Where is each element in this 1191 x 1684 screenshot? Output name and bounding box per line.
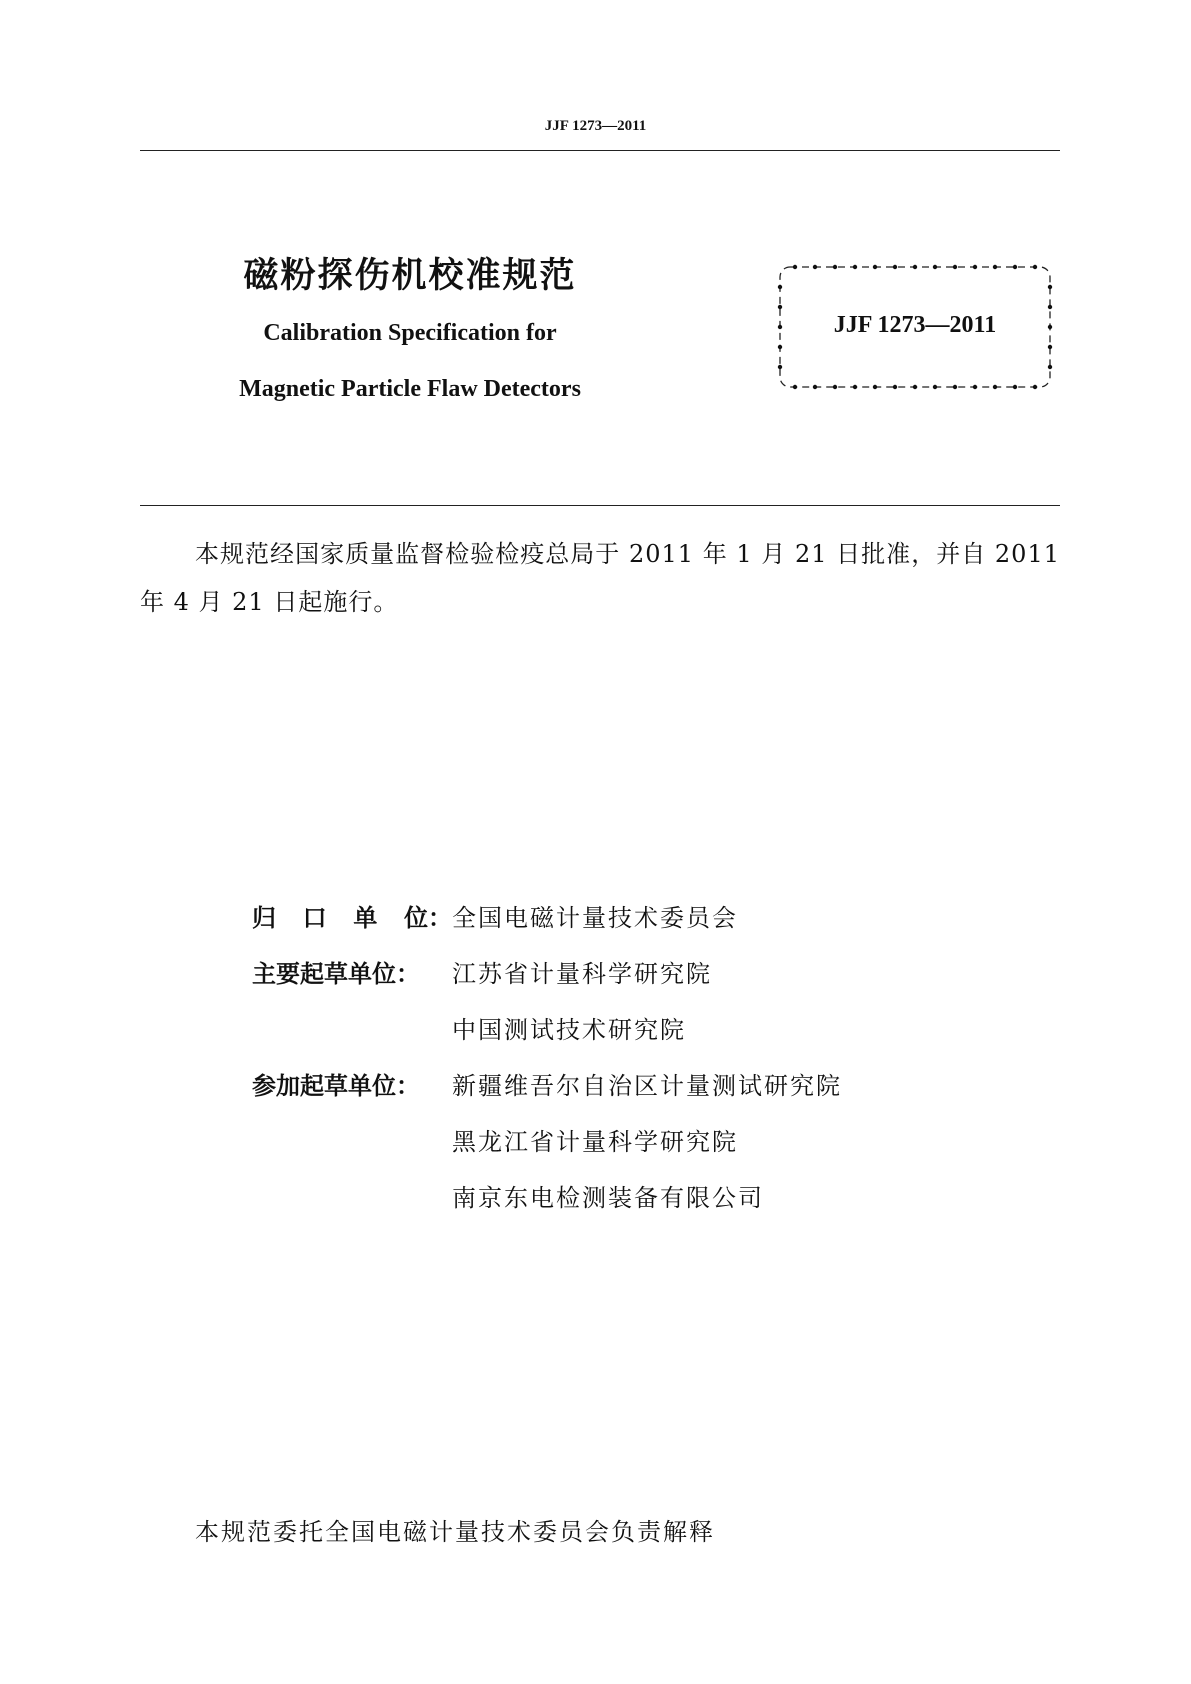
label-char: 归	[252, 904, 276, 932]
frame-dot	[953, 265, 957, 269]
frame-dot	[893, 265, 897, 269]
label-char: 口	[302, 904, 327, 932]
participating-unit-label: 参加起草单位：	[252, 1072, 420, 1100]
frame-dot	[1048, 345, 1052, 349]
responsible-unit-value: 全国电磁计量技术委员会	[452, 904, 738, 932]
standard-code-box: JJF 1273—2011	[833, 312, 997, 338]
label-char: 单	[353, 904, 378, 932]
frame-dot	[1048, 365, 1052, 369]
frame-dot	[778, 305, 782, 309]
frame-dot	[793, 385, 797, 389]
frame-dot	[933, 265, 937, 269]
frame-dot	[933, 385, 937, 389]
approval-statement: 本规范经国家质量监督检验检疫总局于 2011 年 1 月 21 日批准，并自 2011 年 4 月 21 日起施行。	[140, 540, 1060, 616]
frame-dot	[913, 385, 917, 389]
frame-dot	[833, 385, 837, 389]
participating-unit-value: 南京东电检测装备有限公司	[452, 1184, 764, 1212]
frame-dot	[778, 345, 782, 349]
responsible-unit-label	[252, 900, 452, 936]
frame-dot	[778, 365, 782, 369]
participating-unit-value: 新疆维吾尔自治区计量测试研究院	[452, 1072, 842, 1100]
participating-unit-value: 黑龙江省计量科学研究院	[452, 1128, 738, 1156]
main-drafting-unit-value: 中国测试技术研究院	[452, 1016, 686, 1044]
frame-dot	[833, 265, 837, 269]
frame-dot	[853, 385, 857, 389]
frame-dot	[993, 265, 997, 269]
frame-dot	[873, 385, 877, 389]
frame-dot	[778, 285, 782, 289]
frame-dot	[1033, 385, 1037, 389]
title-english-line-1: Calibration Specification for	[263, 320, 557, 346]
frame-dot	[913, 265, 917, 269]
frame-dot	[1048, 285, 1052, 289]
frame-dot	[813, 385, 817, 389]
running-header-code: JJF 1273—2011	[544, 118, 647, 134]
frame-dot	[973, 265, 977, 269]
frame-dot	[1013, 385, 1017, 389]
label-char: 位	[403, 904, 428, 932]
frame-dot	[793, 265, 797, 269]
frame-dot	[1033, 265, 1037, 269]
frame-dot	[973, 385, 977, 389]
frame-dot	[953, 385, 957, 389]
frame-dot	[873, 265, 877, 269]
interpretation-note: 本规范委托全国电磁计量技术委员会负责解释	[195, 1518, 715, 1546]
frame-dot	[893, 385, 897, 389]
title-english-line-2: Magnetic Particle Flaw Detectors	[239, 376, 581, 402]
label-colon: ：	[428, 904, 452, 932]
main-drafting-unit-value: 江苏省计量科学研究院	[452, 960, 712, 988]
main-drafting-unit-label: 主要起草单位：	[252, 960, 420, 988]
section-rule	[140, 505, 1060, 506]
frame-dot	[853, 265, 857, 269]
frame-dot	[1013, 265, 1017, 269]
frame-dot	[1048, 305, 1052, 309]
header-rule	[140, 150, 1060, 151]
responsible-unit-label-chars	[252, 900, 428, 936]
frame-dot	[993, 385, 997, 389]
frame-dot	[813, 265, 817, 269]
title-chinese: 磁粉探伤机校准规范	[243, 256, 577, 296]
